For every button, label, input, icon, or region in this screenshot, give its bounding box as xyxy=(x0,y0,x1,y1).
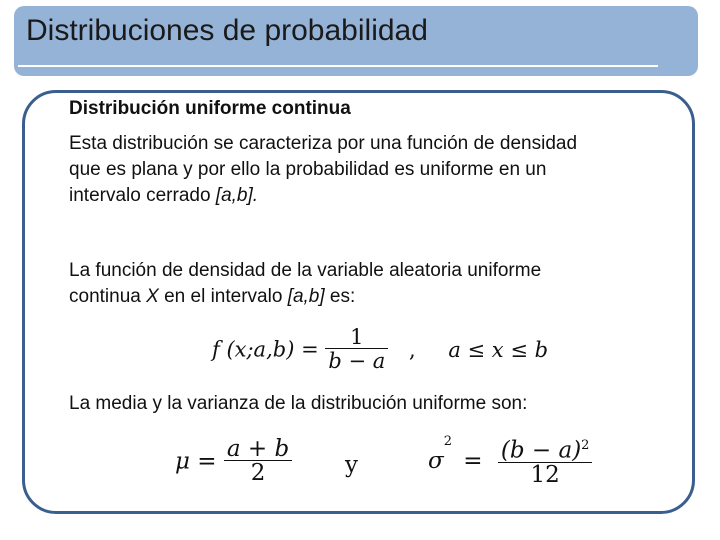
variance-denominator: 12 xyxy=(530,461,560,488)
density-domain: a ≤ x ≤ b xyxy=(448,337,549,362)
random-variable: X xyxy=(146,286,159,307)
interval-notation-2: [a,b] xyxy=(287,286,325,307)
section-heading: Distribución uniforme continua xyxy=(69,98,351,119)
mean-denominator: 2 xyxy=(250,460,266,486)
slide-title: Distribuciones de probabilidad xyxy=(26,14,428,47)
density-text-3: en el intervalo xyxy=(158,286,288,307)
density-formula xyxy=(212,326,548,373)
variance-lhs-exponent: 2 xyxy=(443,434,452,449)
connector-y: y xyxy=(345,452,358,478)
mean-formula xyxy=(175,438,292,485)
variance-formula xyxy=(428,434,592,487)
density-separator: , xyxy=(408,337,416,362)
density-text-2: continua xyxy=(69,286,147,307)
interval-notation: [a,b]. xyxy=(215,185,259,206)
variance-numerator xyxy=(498,435,593,463)
density-numerator: 1 xyxy=(325,326,388,349)
variance-fraction xyxy=(498,435,593,487)
title-divider xyxy=(18,65,658,67)
variance-lhs: σ xyxy=(428,448,444,474)
definition-line-1: Esta distribución se caracteriza por una función de densidad xyxy=(69,133,578,154)
variance-numerator-base: (b − a) xyxy=(500,437,582,464)
density-lhs: f (x;a,b) = xyxy=(212,337,319,362)
definition-line-3: intervalo cerrado xyxy=(69,185,216,206)
definition-line-2: que es plana y por ello la probabilidad es uniforme en un xyxy=(69,159,547,180)
variance-numerator-exponent: 2 xyxy=(581,438,590,454)
density-text-4: es: xyxy=(324,286,356,307)
density-text-1: La función de densidad de la variable aleatoria uniforme xyxy=(69,260,542,281)
paragraph-definition xyxy=(69,131,669,209)
mean-fraction xyxy=(224,438,292,485)
density-fraction xyxy=(325,326,388,373)
paragraph-mean-variance: La media y la varianza de la distribución uniforme son: xyxy=(69,393,528,414)
variance-equals: = xyxy=(463,448,483,474)
mean-numerator: a + b xyxy=(224,438,292,461)
paragraph-density xyxy=(69,258,669,310)
density-denominator: b − a xyxy=(328,349,386,373)
mean-lhs: μ = xyxy=(175,448,217,475)
